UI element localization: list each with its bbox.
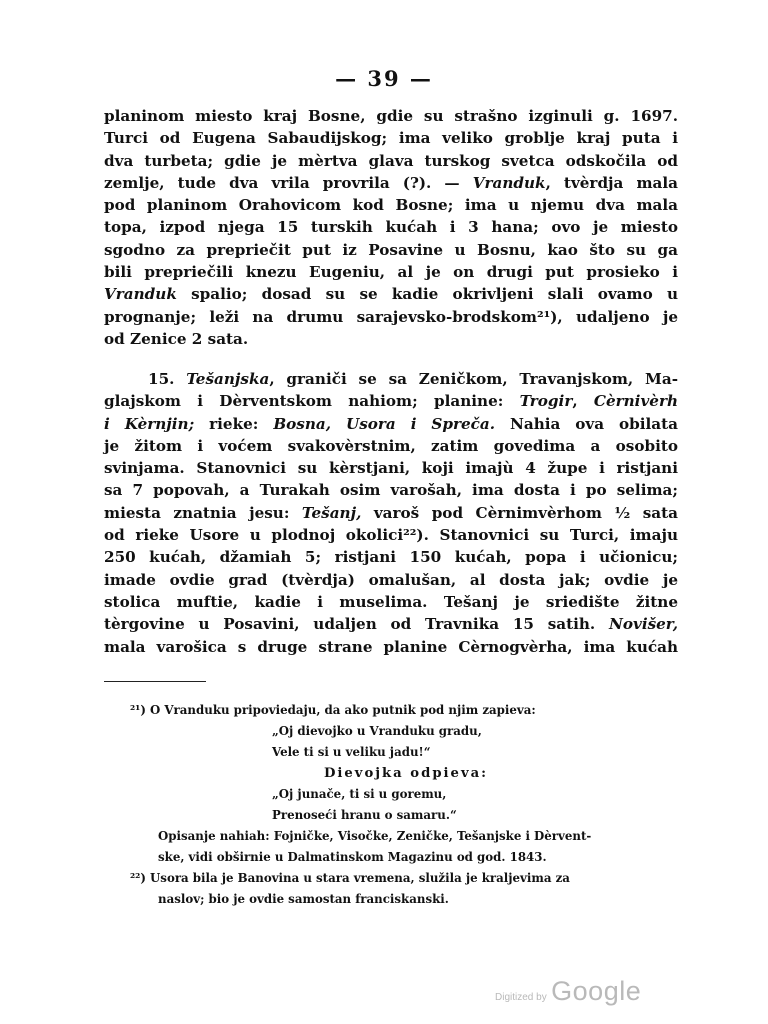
text-line: svinjama. Stanovnici su kèrstjani, koji imajù 4 župe i ristjani: [104, 459, 678, 478]
text-line: sgodno za prepriečit put iz Posavine u Bosnu, kao što su ga: [104, 240, 678, 259]
footnote-text: ske, vidi obširnie u Dalmatinskom Magazinu od god. 1843.: [158, 850, 547, 864]
text-line: od rieke Usore u plodnoj okolici²²). Stanovnici su Turci, imaju: [104, 526, 678, 545]
text-line: bili prepriečili knezu Eugeniu, al je on drugi put prosieko i: [104, 263, 678, 282]
text-line: Vranduk spalio; dosad su se kadie okrivljeni slali ovamo u: [104, 285, 678, 304]
verse-line: „Oj junače, ti si u goremu,: [272, 787, 447, 801]
text-line: od Zenice 2 sata.: [104, 329, 249, 348]
digitized-by-label: Digitized by: [495, 992, 547, 1003]
verse-line: Prenoseći hranu o samaru.“: [272, 808, 457, 822]
text-line: dva turbeta; gdie je mèrtva glava turskog svetca odskočila od: [104, 151, 678, 170]
footnote-22: ²²) Usora bila je Banovina u stara vremena, služila je kraljevima za: [130, 871, 570, 885]
text-line: prognanje; leži na drumu sarajevsko-brodskom²¹), udaljeno je: [104, 307, 678, 326]
text-line: 250 kućah, džamiah 5; ristjani 150 kućah, popa i učionicu;: [104, 548, 678, 567]
text-line: Turci od Eugena Sabaudijskog; ima veliko groblje kraj puta i: [104, 129, 678, 148]
text-line: sa 7 popovah, a Turakah osim varošah, ima dosta i po selima;: [104, 481, 678, 500]
paragraph-tesanjska: [104, 368, 678, 658]
verse-line: „Oj dievojko u Vranduku gradu,: [272, 724, 482, 738]
paragraph-vranduk: [104, 105, 678, 350]
page-number: — 39 —: [335, 66, 433, 91]
text-line: 15. Tešanjska, graniči se sa Zeničkom, Travanjskom, Ma-: [148, 370, 678, 388]
text-line: planinom miesto kraj Bosne, gdie su strašno izginuli g. 1697.: [104, 107, 678, 125]
verse-line: Vele ti si u veliku jadu!“: [272, 745, 431, 759]
verse-heading: Dievojka odpieva:: [323, 766, 489, 781]
text-line: glajskom i Dèrventskom nahiom; planine: Trogir, Cèrnivèrh: [104, 392, 678, 411]
footnote-text: naslov; bio je ovdie samostan franciskanski.: [158, 892, 449, 906]
footnote-divider: [104, 681, 206, 682]
text-line: i Kèrnjin; rieke: Bosna, Usora i Spreča. Nahia ova obilata: [104, 414, 679, 433]
text-line: tèrgovine u Posavini, udaljen od Travnika 15 satih. Novišer,: [104, 615, 678, 634]
text-line: pod planinom Orahovicom kod Bosne; ima u njemu dva mala: [104, 196, 678, 215]
text-line: imade ovdie grad (tvèrdja) omalušan, al dosta jak; ovdie je: [104, 570, 678, 589]
text-line: topa, izpod njega 15 turskih kućah i 3 hana; ovo je miesto: [104, 218, 678, 237]
google-watermark: [495, 976, 641, 1007]
text-line: stolica muftie, kadie i muselima. Tešanj je sriedište žitne: [104, 592, 678, 611]
google-logo: Google: [551, 976, 642, 1006]
footnotes: [130, 700, 682, 910]
text-line: je žitom i voćem svakovèrstnim, zatim govedima a osobito: [104, 436, 678, 455]
text-line: miesta znatnia jesu: Tešanj, varoš pod Cèrnimvèrhom ½ sata: [104, 503, 678, 522]
footnote-21-intro: ²¹) O Vranduku pripoviedaju, da ako putnik pod njim zapieva:: [130, 703, 536, 717]
text-line: mala varošica s druge strane planine Cèrnogvèrha, ima kućah: [104, 637, 678, 656]
text-line: zemlje, tude dva vrila provrila (?). — Vranduk, tvèrdja mala: [104, 173, 678, 192]
footnote-text: Opisanje nahiah: Fojničke, Visočke, Zeničke, Tešanjske i Dèrvent-: [158, 829, 592, 843]
